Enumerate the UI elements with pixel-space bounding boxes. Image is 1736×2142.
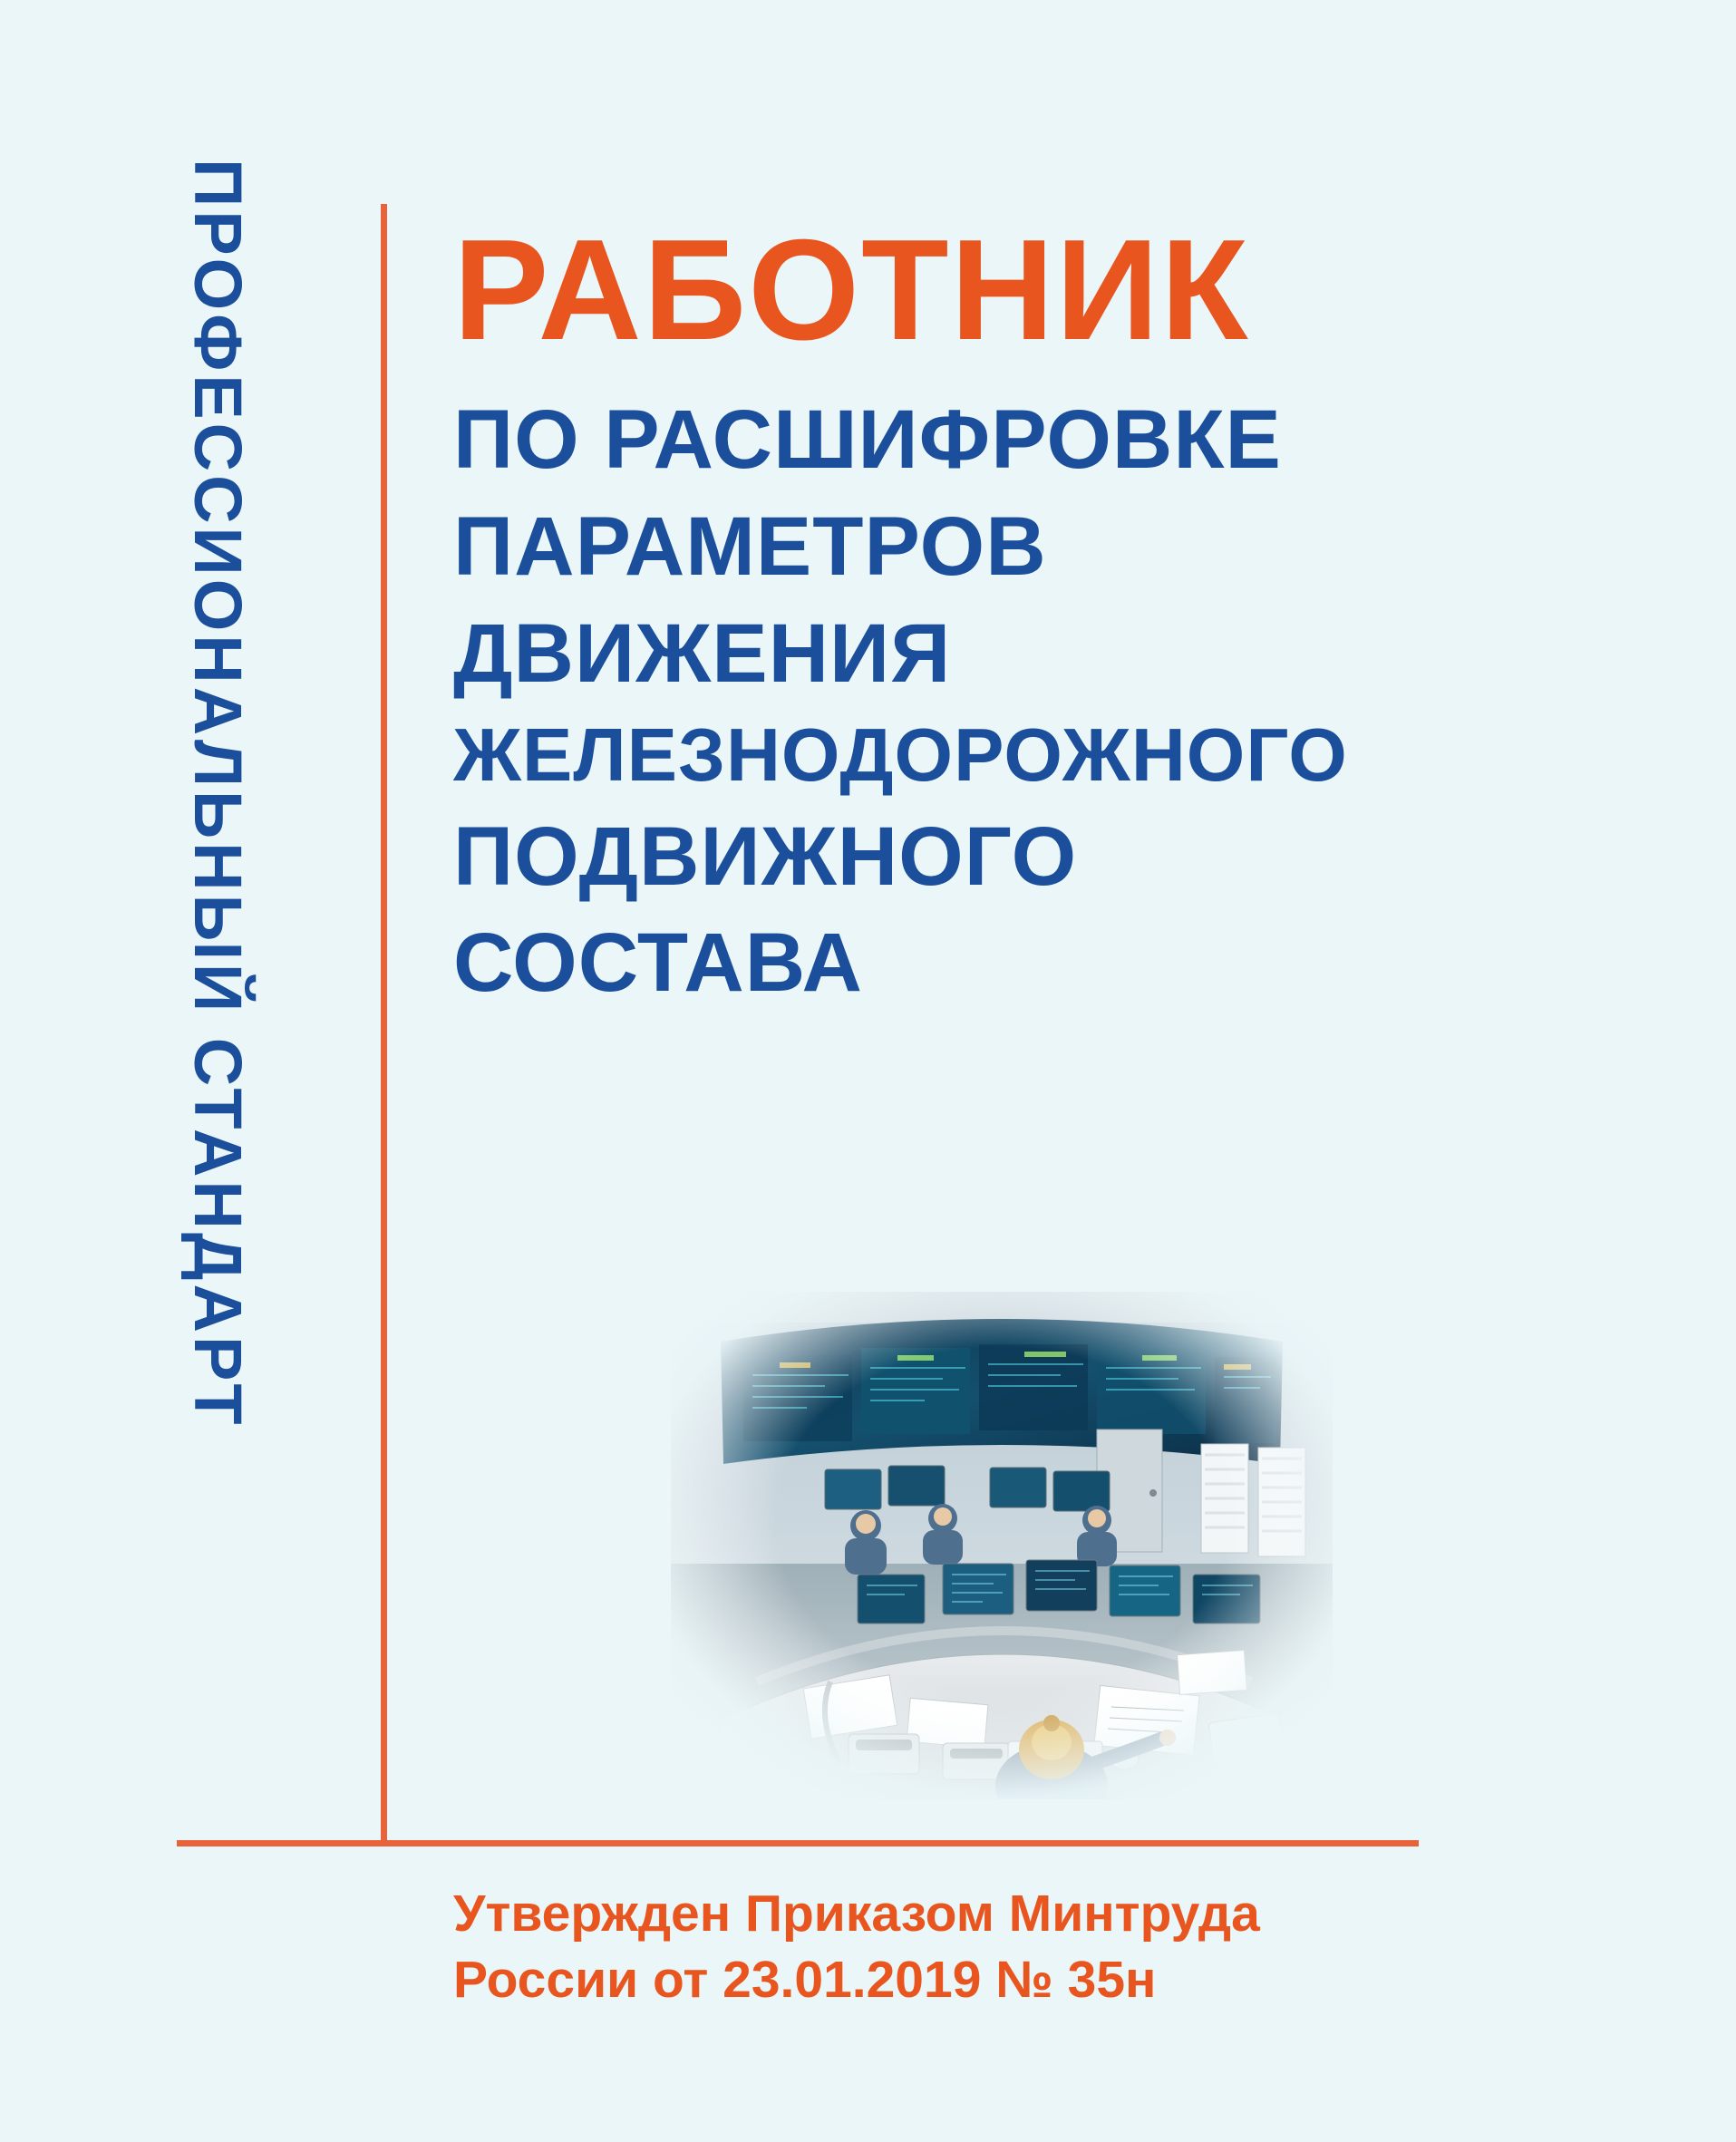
subtitle-line-1: ПО РАСШИФРОВКЕ bbox=[453, 393, 1282, 487]
page-title: РАБОТНИК bbox=[453, 210, 1250, 370]
vertical-standard-label bbox=[163, 159, 272, 1799]
subtitle-line-5: ПОДВИЖНОГО bbox=[453, 809, 1078, 903]
approval-note bbox=[453, 1881, 1450, 2013]
vertical-standard-label-text: ПРОФЕССИОНАЛЬНЫЙ СТАНДАРТ bbox=[180, 159, 256, 1429]
approval-note-line-2: России от 23.01.2019 № 35н bbox=[453, 1950, 1157, 2009]
horizontal-divider bbox=[177, 1840, 1419, 1846]
dispatch-center-illustration bbox=[671, 1292, 1333, 1799]
approval-note-line-1: Утвержден Приказом Минтруда bbox=[453, 1885, 1260, 1943]
title-block bbox=[453, 210, 1432, 1017]
subtitle-line-2: ПАРАМЕТРОВ bbox=[453, 499, 1047, 593]
subtitle-line-3: ДВИЖЕНИЯ bbox=[453, 606, 952, 700]
subtitle-line-6: СОСТАВА bbox=[453, 916, 863, 1010]
page-subtitle bbox=[453, 387, 1432, 1017]
subtitle-line-4: ЖЕЛЕЗНОДОРОЖНОГО bbox=[453, 712, 1348, 798]
cover-photo bbox=[671, 1292, 1333, 1799]
vertical-divider bbox=[381, 204, 387, 1845]
